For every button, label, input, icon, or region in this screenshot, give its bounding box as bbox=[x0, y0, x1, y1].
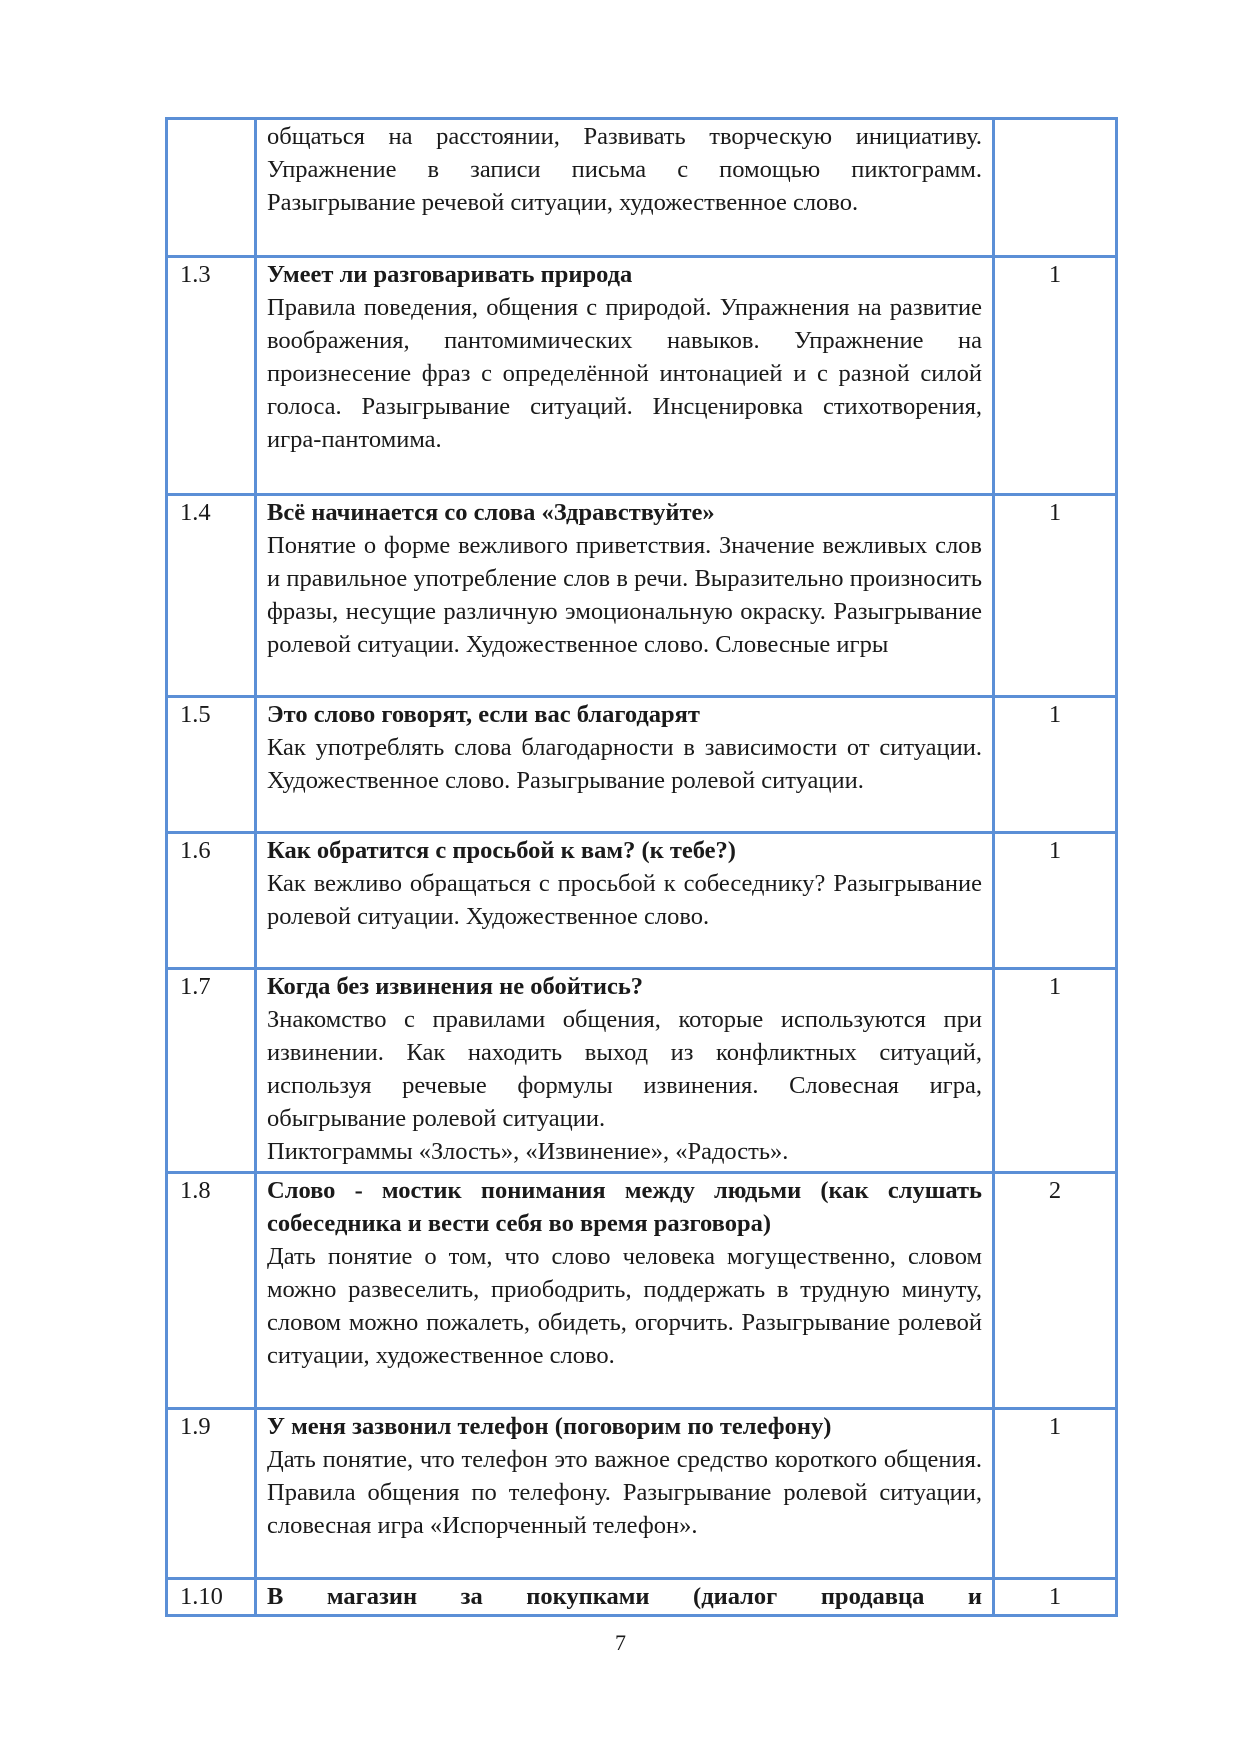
row-number: 1.9 bbox=[167, 1409, 256, 1579]
topic-title: Слово - мостик понимания между людьми (как слушать собеседника и вести себя во время разговора) bbox=[267, 1177, 982, 1237]
hours-cell: 1 bbox=[994, 1579, 1117, 1616]
topic-description: общаться на расстоянии, Развивать творческую инициативу. Упражнение в записи письма с помощью пиктограмм. Разыгрывание речевой ситуации, художественное слово. bbox=[267, 123, 982, 216]
hours-cell: 1 bbox=[994, 697, 1117, 833]
hours-cell: 1 bbox=[994, 1409, 1117, 1579]
topic-cell bbox=[256, 969, 994, 1173]
table-row bbox=[167, 495, 1117, 697]
row-number: 1.5 bbox=[167, 697, 256, 833]
page-number: 7 bbox=[615, 1630, 626, 1655]
topic-title: Когда без извинения не обойтись? bbox=[267, 973, 644, 1000]
topic-cell bbox=[256, 495, 994, 697]
topic-title: Как обратится с просьбой к вам? (к тебе?) bbox=[267, 837, 736, 864]
topic-cell bbox=[256, 119, 994, 257]
row-number: 1.4 bbox=[167, 495, 256, 697]
table-row bbox=[167, 969, 1117, 1173]
topic-cell bbox=[256, 1409, 994, 1579]
table-row bbox=[167, 119, 1117, 257]
hours-cell: 1 bbox=[994, 495, 1117, 697]
topic-cell bbox=[256, 697, 994, 833]
hours-cell: 1 bbox=[994, 833, 1117, 969]
row-number: 1.3 bbox=[167, 257, 256, 495]
topic-description: Понятие о форме вежливого приветствия. Значение вежливых слов и правильное употребление слов в речи. Выразительно произносить фразы, несущие различную эмоциональную окраску. Разыгрывание ролевой ситуации. Художественное слово. Словесные игры bbox=[267, 532, 982, 658]
hours-cell: 1 bbox=[994, 969, 1117, 1173]
table-row bbox=[167, 1579, 1117, 1616]
table-row bbox=[167, 257, 1117, 495]
topic-cell bbox=[256, 257, 994, 495]
topic-title: У меня зазвонил телефон (поговорим по телефону) bbox=[267, 1413, 832, 1440]
topic-cell bbox=[256, 1579, 994, 1616]
topic-title: Это слово говорят, если вас благодарят bbox=[267, 701, 700, 728]
row-number: 1.10 bbox=[167, 1579, 256, 1616]
topic-description: Как вежливо обращаться с просьбой к собеседнику? Разыгрывание ролевой ситуации. Художественное слово. bbox=[267, 870, 982, 930]
topic-description: Пиктограммы «Злость», «Извинение», «Радость». bbox=[267, 1138, 789, 1165]
table-row bbox=[167, 1173, 1117, 1409]
table-row bbox=[167, 697, 1117, 833]
hours-cell bbox=[994, 119, 1117, 257]
topic-title: В магазин за покупками (диалог продавца и bbox=[267, 1583, 982, 1610]
topic-description: Дать понятие о том, что слово человека могущественно, словом можно развеселить, приободрить, поддержать в трудную минуту, словом можно пожалеть, обидеть, огорчить. Разыгрывание ролевой ситуации, художественное слово. bbox=[267, 1243, 982, 1369]
row-number bbox=[167, 119, 256, 257]
topic-title: Умеет ли разговаривать природа bbox=[267, 261, 633, 288]
row-number: 1.8 bbox=[167, 1173, 256, 1409]
row-number: 1.6 bbox=[167, 833, 256, 969]
topic-description: Дать понятие, что телефон это важное средство короткого общения. Правила общения по телефону. Разыгрывание ролевой ситуации, словесная игра «Испорченный телефон». bbox=[267, 1446, 982, 1539]
hours-cell: 2 bbox=[994, 1173, 1117, 1409]
topic-description: Правила поведения, общения с природой. Упражнения на развитие воображения, пантомимических навыков. Упражнение на произнесение фраз с определённой интонацией и с разной силой голоса. Разыгрывание ситуаций. Инсценировка стихотворения, игра-пантомима. bbox=[267, 294, 982, 453]
curriculum-table bbox=[165, 117, 1118, 1617]
hours-cell: 1 bbox=[994, 257, 1117, 495]
table-row bbox=[167, 833, 1117, 969]
topic-title: Всё начинается со слова «Здравствуйте» bbox=[267, 499, 715, 526]
topic-cell bbox=[256, 833, 994, 969]
topic-description: Как употреблять слова благодарности в зависимости от ситуации. Художественное слово. Разыгрывание ролевой ситуации. bbox=[267, 734, 982, 794]
topic-description: Знакомство с правилами общения, которые используются при извинении. Как находить выход из конфликтных ситуаций, используя речевые формулы извинения. Словесная игра, обыгрывание ролевой ситуации. bbox=[267, 1006, 982, 1132]
row-number: 1.7 bbox=[167, 969, 256, 1173]
table-row bbox=[167, 1409, 1117, 1579]
topic-cell bbox=[256, 1173, 994, 1409]
